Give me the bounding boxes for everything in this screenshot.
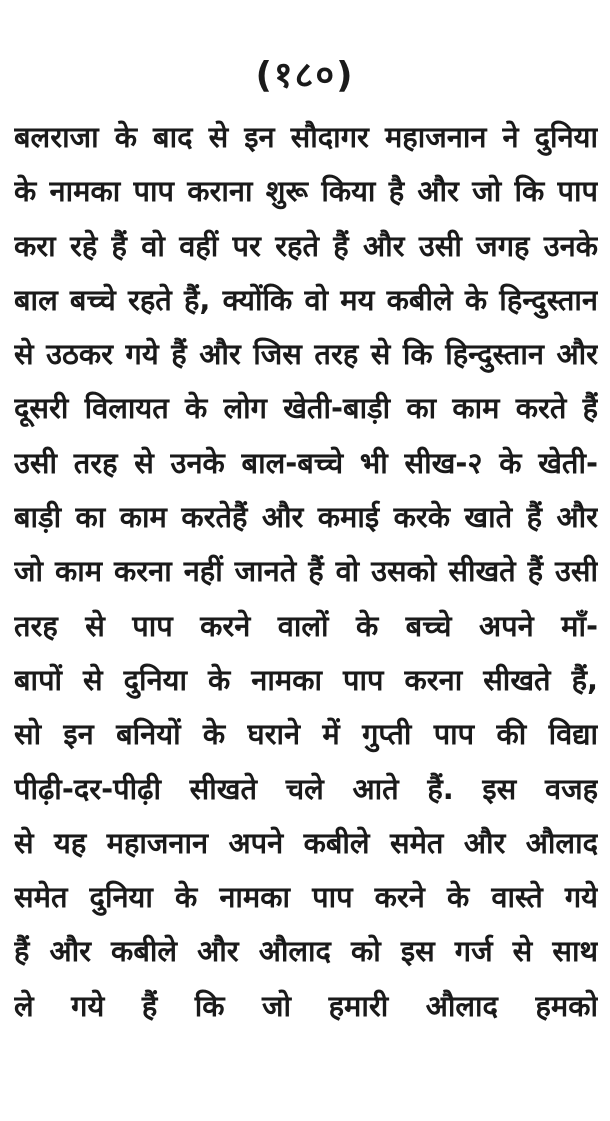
text-line: उसी तरह से उनके बाल-बच्चे भी सीख-२ के खेती- [14,445,598,480]
text-line: पीढ़ी-दर-पीढ़ी सीखते चले आते हैं. इस वजह [14,771,598,806]
text-line: हैं और कबीले और औलाद को इस गर्ज से साथ [14,934,598,969]
text-line: बाड़ी का काम करतेहैं और कमाई करके खाते हैं और [14,500,598,535]
text-line: तरह से पाप करने वालों के बच्चे अपने माँ- [14,608,598,643]
text-line: ले गये हैं कि जो हमारी औलाद हमको [14,988,598,1023]
text-line: बापों से दुनिया के नामका पाप करना सीखते हैं, [14,662,598,697]
body-text [14,110,598,1033]
text-line: से उठकर गये हैं और जिस तरह से कि हिन्दुस्तान और [14,337,598,372]
text-line: समेत दुनिया के नामका पाप करने के वास्ते गये [14,880,598,915]
text-line: सो इन बनियों के घराने में गुप्ती पाप की विद्या [14,717,598,752]
text-line: जो काम करना नहीं जानते हैं वो उसको सीखते हैं उसी [14,554,598,589]
text-line: के नामका पाप कराना शुरू किया है और जो कि पाप [14,174,598,209]
page-number: (१८०) [255,55,355,96]
text-line: करा रहे हैं वो वहीं पर रहते हैं और उसी जगह उनके [14,228,598,263]
text-line: से यह महाजनान अपने कबीले समेत और औलाद [14,825,598,860]
text-line: दूसरी विलायत के लोग खेती-बाड़ी का काम करते हैं [14,391,598,426]
text-line: बाल बच्चे रहते हैं, क्योंकि वो मय कबीले के हिन्दुस्तान [14,282,598,317]
text-line: बलराजा के बाद से इन सौदागर महाजनान ने दुनिया [14,120,598,154]
